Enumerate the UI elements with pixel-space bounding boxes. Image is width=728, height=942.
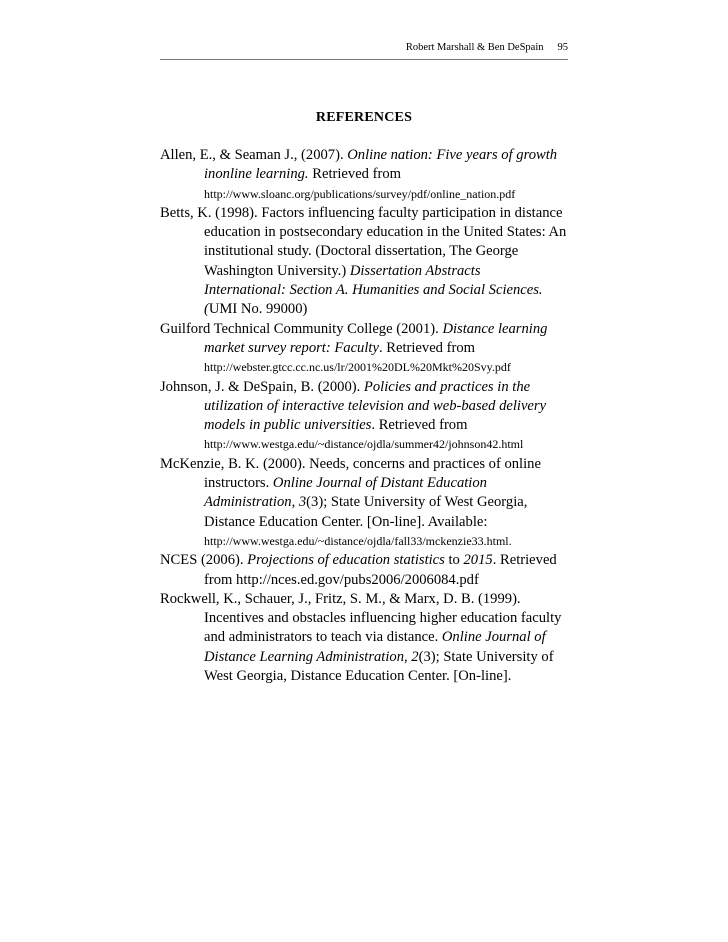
reference-text: to — [444, 552, 464, 569]
reference-url: http://webster.gtcc.cc.nc.us/lr/2001%20DL%20Mkt%20Svy.pdf — [204, 360, 511, 375]
reference-italic-text: Online Journal of Distant Education — [272, 475, 487, 492]
reference-italic-text: ( — [204, 301, 209, 318]
reference-italic-text: Online Journal of — [441, 629, 546, 646]
reference-entry — [160, 590, 580, 686]
reference-list — [160, 146, 580, 686]
reference-line — [160, 165, 580, 184]
reference-url: http://www.sloanc.org/publications/survey/pdf/online_nation.pdf — [204, 186, 516, 201]
reference-line — [160, 320, 580, 339]
reference-text: UMI No. 99000) — [208, 301, 308, 318]
reference-text: (3); State University of West Georgia, — [306, 494, 528, 511]
reference-text: . Retrieved from — [378, 339, 475, 356]
reference-italic-text: Administration — [204, 494, 292, 511]
reference-line — [160, 493, 580, 512]
reference-text: NCES (2006). — [160, 552, 248, 569]
reference-line — [160, 146, 580, 165]
reference-italic-text: market survey report: Faculty — [204, 339, 379, 356]
reference-text: Washington University.) — [204, 262, 350, 279]
reference-italic-text: Projections of education statistics — [247, 552, 445, 569]
reference-text: Incentives and obstacles influencing higher education faculty — [204, 610, 562, 627]
reference-line — [160, 571, 580, 590]
reference-url-line — [160, 185, 580, 204]
reference-italic-text: inonline learning. — [204, 166, 309, 183]
reference-italic-text: utilization of interactive television and web-based delivery — [204, 397, 547, 414]
reference-text: Johnson, J. & DeSpain, B. (2000). — [160, 378, 364, 395]
reference-line — [160, 397, 580, 416]
reference-line — [160, 223, 580, 242]
reference-italic-text: Distance Learning Administration — [204, 648, 404, 665]
reference-text: from http://nces.ed.gov/pubs2006/2006084.pdf — [204, 571, 479, 588]
references-heading: REFERENCES — [315, 110, 413, 125]
reference-text: (3); State University of — [418, 648, 554, 665]
reference-italic-text: models in public universities — [204, 417, 372, 434]
reference-line — [160, 378, 580, 397]
reference-line — [160, 513, 580, 532]
reference-text: Betts, K. (1998). Factors influencing faculty participation in distance — [160, 204, 563, 221]
reference-italic-text: International: Section A. Humanities and Social Sciences. — [204, 282, 543, 299]
reference-line — [160, 281, 580, 300]
reference-line — [160, 609, 580, 628]
reference-text: Retrieved from — [308, 166, 401, 183]
header-rule — [160, 59, 568, 60]
reference-entry — [160, 551, 580, 590]
reference-italic-text: 2015 — [463, 552, 493, 569]
running-header — [160, 42, 568, 53]
reference-url: http://www.westga.edu/~distance/ojdla/summer42/johnson42.html — [204, 437, 524, 452]
reference-text: and administrators to teach via distance. — [204, 629, 442, 646]
reference-entry — [160, 455, 580, 551]
reference-line — [160, 628, 580, 647]
reference-line — [160, 242, 580, 261]
reference-entry — [160, 320, 580, 378]
reference-italic-text: Dissertation Abstracts — [349, 262, 481, 279]
reference-text: education in postsecondary education in the United States: An — [204, 224, 567, 241]
reference-entry — [160, 204, 580, 320]
reference-line — [160, 262, 580, 281]
reference-url-line — [160, 532, 580, 551]
reference-text: . Retrieved from — [371, 417, 468, 434]
reference-line — [160, 455, 580, 474]
header-authors: Robert Marshall & Ben DeSpain — [405, 42, 544, 53]
reference-line — [160, 667, 580, 686]
reference-line — [160, 474, 580, 493]
reference-line — [160, 204, 580, 223]
reference-text: McKenzie, B. K. (2000). Needs, concerns and practices of online — [160, 455, 541, 472]
reference-text: . Retrieved — [492, 552, 557, 569]
reference-url-line — [160, 358, 580, 377]
reference-text: Guilford Technical Community College (2001). — [160, 320, 443, 337]
reference-text: , — [404, 648, 412, 665]
reference-text: institutional study. (Doctoral dissertation, The George — [204, 243, 519, 260]
reference-entry — [160, 146, 580, 204]
reference-text: Allen, E., & Seaman J., (2007). — [160, 147, 348, 163]
reference-italic-text: Distance learning — [442, 320, 548, 337]
reference-entry — [160, 378, 580, 455]
reference-text: Distance Education Center. [On-line]. Available: — [204, 513, 488, 530]
reference-italic-text: Online nation: Five years of growth — [347, 147, 558, 163]
reference-italic-text: 2 — [411, 648, 419, 665]
reference-italic-text: Policies and practices in the — [363, 378, 531, 395]
reference-text: Rockwell, K., Schauer, J., Fritz, S. M., & Marx, D. B. (1999). — [160, 590, 521, 607]
page-number: 95 — [557, 42, 568, 53]
reference-line — [160, 416, 580, 435]
reference-line — [160, 300, 580, 319]
reference-italic-text: 3 — [298, 494, 307, 511]
reference-text: instructors. — [204, 475, 273, 492]
reference-text: , — [291, 494, 299, 511]
reference-line — [160, 648, 580, 667]
reference-line — [160, 551, 580, 570]
reference-text: West Georgia, Distance Education Center. [On-line]. — [204, 668, 512, 685]
reference-url-line — [160, 435, 580, 454]
reference-url: http://www.westga.edu/~distance/ojdla/fall33/mckenzie33.html. — [204, 533, 512, 548]
reference-line — [160, 339, 580, 358]
reference-line — [160, 590, 580, 609]
